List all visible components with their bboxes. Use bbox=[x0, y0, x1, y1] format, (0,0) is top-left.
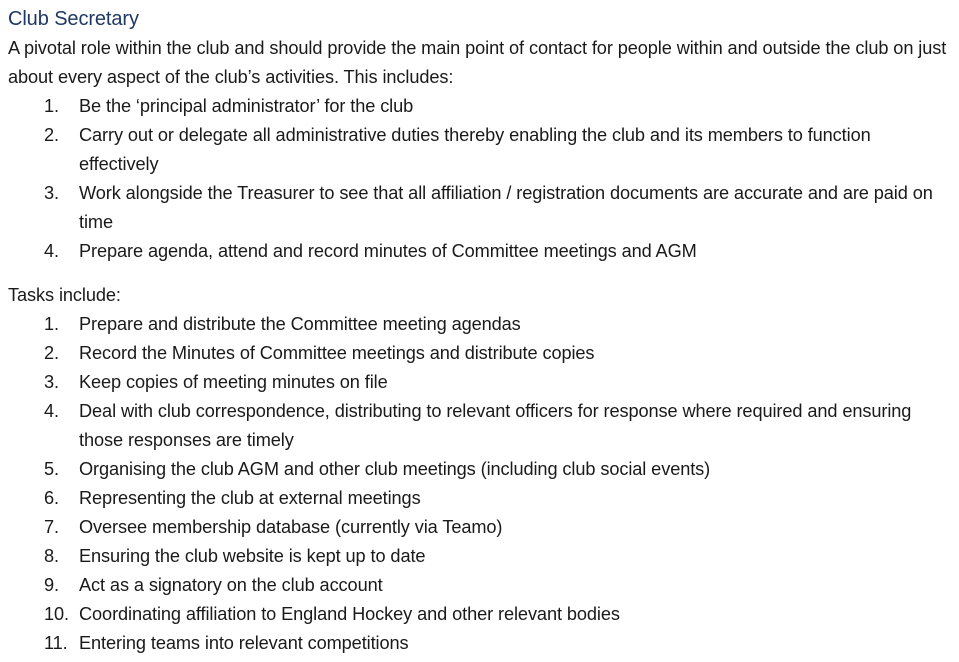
list-item-text: Prepare and distribute the Committee meeting agendas bbox=[79, 314, 521, 334]
list-item bbox=[8, 179, 953, 237]
list-item-number: 3. bbox=[44, 183, 59, 203]
list-item-number: 8. bbox=[44, 546, 59, 566]
list-item-text: Organising the club AGM and other club meetings (including club social events) bbox=[79, 459, 711, 479]
list-item bbox=[8, 237, 953, 266]
list-item-text: Entering teams into relevant competitions bbox=[79, 633, 409, 653]
list-item-number: 4. bbox=[44, 401, 59, 421]
list-item-text: Be the ‘principal administrator’ for the club bbox=[79, 96, 414, 116]
list-item-number: 5. bbox=[44, 459, 59, 479]
paragraph-spacer bbox=[8, 266, 953, 281]
list-item-text: Work alongside the Treasurer to see that all affiliation / registration documents are accurate and are paid on time bbox=[79, 183, 933, 232]
list-item-number: 9. bbox=[44, 575, 59, 595]
list-item bbox=[8, 397, 953, 455]
list-item-text: Ensuring the club website is kept up to date bbox=[79, 546, 426, 566]
intro-paragraph: A pivotal role within the club and should provide the main point of contact for people within and outside the club on just about every aspect of the club’s activities. This includes: bbox=[8, 38, 947, 87]
list-item bbox=[8, 310, 953, 339]
list-item bbox=[8, 92, 953, 121]
list-item bbox=[8, 121, 953, 179]
list-item-text: Oversee membership database (currently via Teamo) bbox=[79, 517, 503, 537]
tasks-list bbox=[8, 310, 953, 658]
list-item-text: Carry out or delegate all administrative duties thereby enabling the club and its members to function effectively bbox=[79, 125, 871, 174]
list-item bbox=[8, 542, 953, 571]
list-item bbox=[8, 513, 953, 542]
list-item-text: Act as a signatory on the club account bbox=[79, 575, 383, 595]
document-body bbox=[8, 5, 953, 658]
tasks-heading: Tasks include: bbox=[8, 285, 121, 305]
list-item-number: 1. bbox=[44, 314, 59, 334]
list-item bbox=[8, 571, 953, 600]
list-item-number: 2. bbox=[44, 343, 59, 363]
list-item bbox=[8, 368, 953, 397]
list-item-number: 3. bbox=[44, 372, 59, 392]
list-item-number: 6. bbox=[44, 488, 59, 508]
document-title: Club Secretary bbox=[8, 8, 139, 30]
list-item bbox=[8, 484, 953, 513]
list-item-text: Coordinating affiliation to England Hockey and other relevant bodies bbox=[79, 604, 620, 624]
list-item bbox=[8, 455, 953, 484]
list-item-text: Prepare agenda, attend and record minutes of Committee meetings and AGM bbox=[79, 241, 697, 261]
list-item-number: 7. bbox=[44, 517, 59, 537]
list-item-text: Deal with club correspondence, distributing to relevant officers for response where required and ensuring those responses are timely bbox=[79, 401, 912, 450]
list-item-text: Representing the club at external meetings bbox=[79, 488, 421, 508]
list-item-text: Record the Minutes of Committee meetings and distribute copies bbox=[79, 343, 595, 363]
list-item bbox=[8, 600, 953, 629]
list-item bbox=[8, 339, 953, 368]
list-item-number: 11. bbox=[44, 633, 68, 653]
list-item-number: 4. bbox=[44, 241, 59, 261]
list-item-number: 2. bbox=[44, 125, 59, 145]
list-item-number: 10. bbox=[44, 604, 69, 624]
responsibilities-list bbox=[8, 92, 953, 266]
list-item bbox=[8, 629, 953, 658]
list-item-number: 1. bbox=[44, 96, 59, 116]
list-item-text: Keep copies of meeting minutes on file bbox=[79, 372, 388, 392]
